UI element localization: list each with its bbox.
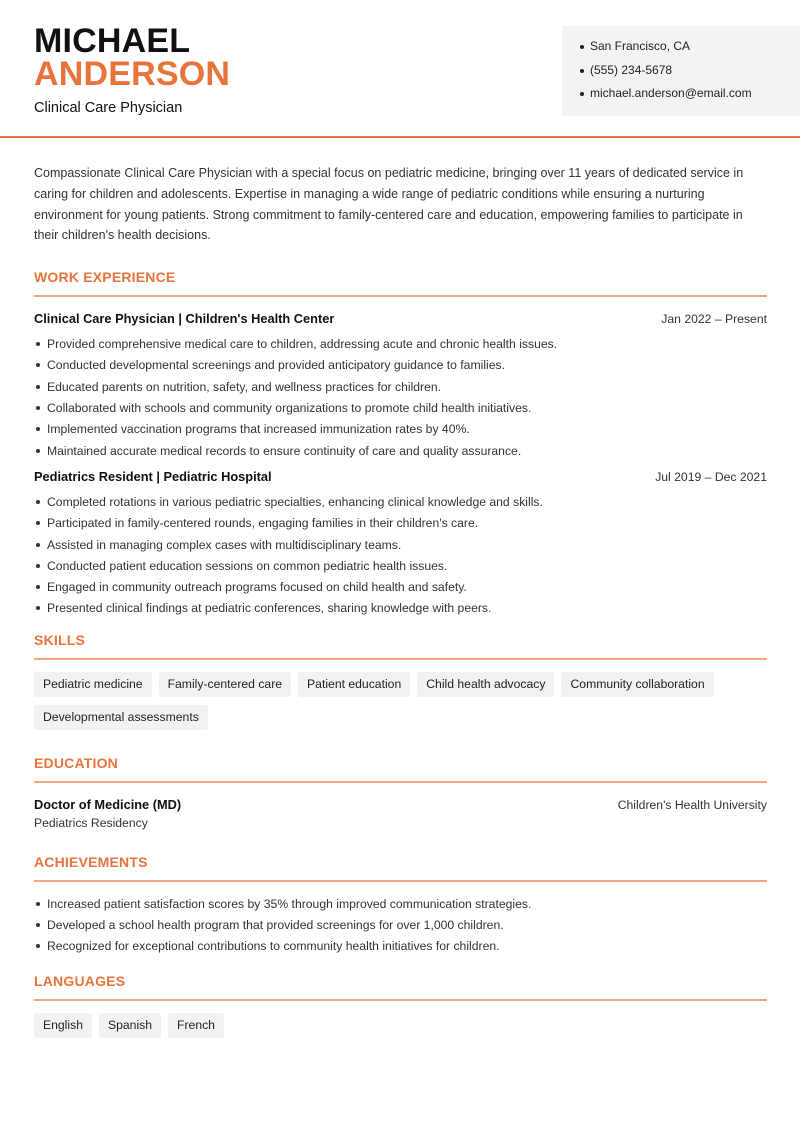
languages-heading: LANGUAGES <box>34 972 126 989</box>
languages-list <box>34 1013 767 1038</box>
contact-location: San Francisco, CA <box>580 38 800 62</box>
list-item: Maintained accurate medical records to ensure continuity of care and quality assurance. <box>34 443 767 464</box>
section-divider <box>34 880 767 882</box>
first-name: MICHAEL <box>34 22 191 60</box>
list-item: Implemented vaccination programs that increased immunization rates by 40%. <box>34 421 767 442</box>
list-item: Participated in family-centered rounds, engaging families in their children's care. <box>34 515 767 536</box>
work-experience-heading: WORK EXPERIENCE <box>34 269 176 286</box>
list-item: Conducted patient education sessions on common pediatric health issues. <box>34 558 767 579</box>
resume-header <box>0 0 800 138</box>
skill-tag: Family-centered care <box>159 672 291 697</box>
job-1-bullets <box>34 336 767 464</box>
job-role: Clinical Care Physician <box>34 100 183 116</box>
summary: Compassionate Clinical Care Physician with a special focus on pediatric medicine, bringing over 11 years of dedicated service in caring for children and adolescents. Expertise in managing a wide range of pediatric conditions while ensuring a nurturing environment for young patients. Strong commitment to family-centered care and education, empowering families to participate in their children's health decisions. <box>34 166 744 243</box>
list-item: Increased patient satisfaction scores by 35% through improved communication strategies. <box>34 896 767 917</box>
contact-phone: (555) 234-5678 <box>580 62 800 86</box>
education-detail: Pediatrics Residency <box>34 815 148 830</box>
skills-heading: SKILLS <box>34 631 85 648</box>
list-item: Presented clinical findings at pediatric conferences, sharing knowledge with peers. <box>34 600 767 621</box>
language-tag: French <box>168 1013 224 1038</box>
section-divider <box>34 295 767 297</box>
skill-tag: Patient education <box>298 672 410 697</box>
job-title: Clinical Care Physician | Children's Health Center <box>34 311 335 327</box>
contact-box <box>562 26 800 116</box>
achievements-list <box>34 896 767 960</box>
education-entry <box>34 797 767 812</box>
job-dates: Jan 2022 – Present <box>661 312 767 327</box>
list-item: Assisted in managing complex cases with multidisciplinary teams. <box>34 537 767 558</box>
school: Children's Health University <box>617 797 767 812</box>
section-divider <box>34 658 767 660</box>
degree: Doctor of Medicine (MD) <box>34 796 182 812</box>
job-entry-1 <box>34 311 767 326</box>
skill-tag: Community collaboration <box>561 672 713 697</box>
skill-tag: Developmental assessments <box>34 705 208 730</box>
section-divider <box>34 999 767 1001</box>
last-name: ANDERSON <box>34 55 231 93</box>
list-item: Developed a school health program that provided screenings for over 1,000 children. <box>34 917 767 938</box>
list-item: Engaged in community outreach programs focused on child health and safety. <box>34 579 767 600</box>
list-item: Conducted developmental screenings and provided anticipatory guidance to families. <box>34 357 767 378</box>
skill-tag: Pediatric medicine <box>34 672 152 697</box>
list-item: Collaborated with schools and community organizations to promote child health initiatives. <box>34 400 767 421</box>
list-item: Provided comprehensive medical care to children, addressing acute and chronic health issues. <box>34 336 767 357</box>
contact-email[interactable]: michael.anderson@email.com <box>580 85 800 109</box>
section-divider <box>34 781 767 783</box>
language-tag: Spanish <box>99 1013 161 1038</box>
list-item: Recognized for exceptional contributions to community health initiatives for children. <box>34 938 767 959</box>
job-2-bullets <box>34 494 767 622</box>
list-item: Educated parents on nutrition, safety, and wellness practices for children. <box>34 379 767 400</box>
list-item: Completed rotations in various pediatric specialties, enhancing clinical knowledge and skills. <box>34 494 767 515</box>
job-entry-2 <box>34 469 767 484</box>
language-tag: English <box>34 1013 92 1038</box>
skill-tag: Child health advocacy <box>417 672 554 697</box>
job-dates: Jul 2019 – Dec 2021 <box>655 469 767 484</box>
skills-list <box>34 672 767 730</box>
resume-body <box>34 163 767 1038</box>
achievements-heading: ACHIEVEMENTS <box>34 853 148 870</box>
job-title: Pediatrics Resident | Pediatric Hospital <box>34 468 272 484</box>
education-heading: EDUCATION <box>34 754 118 771</box>
